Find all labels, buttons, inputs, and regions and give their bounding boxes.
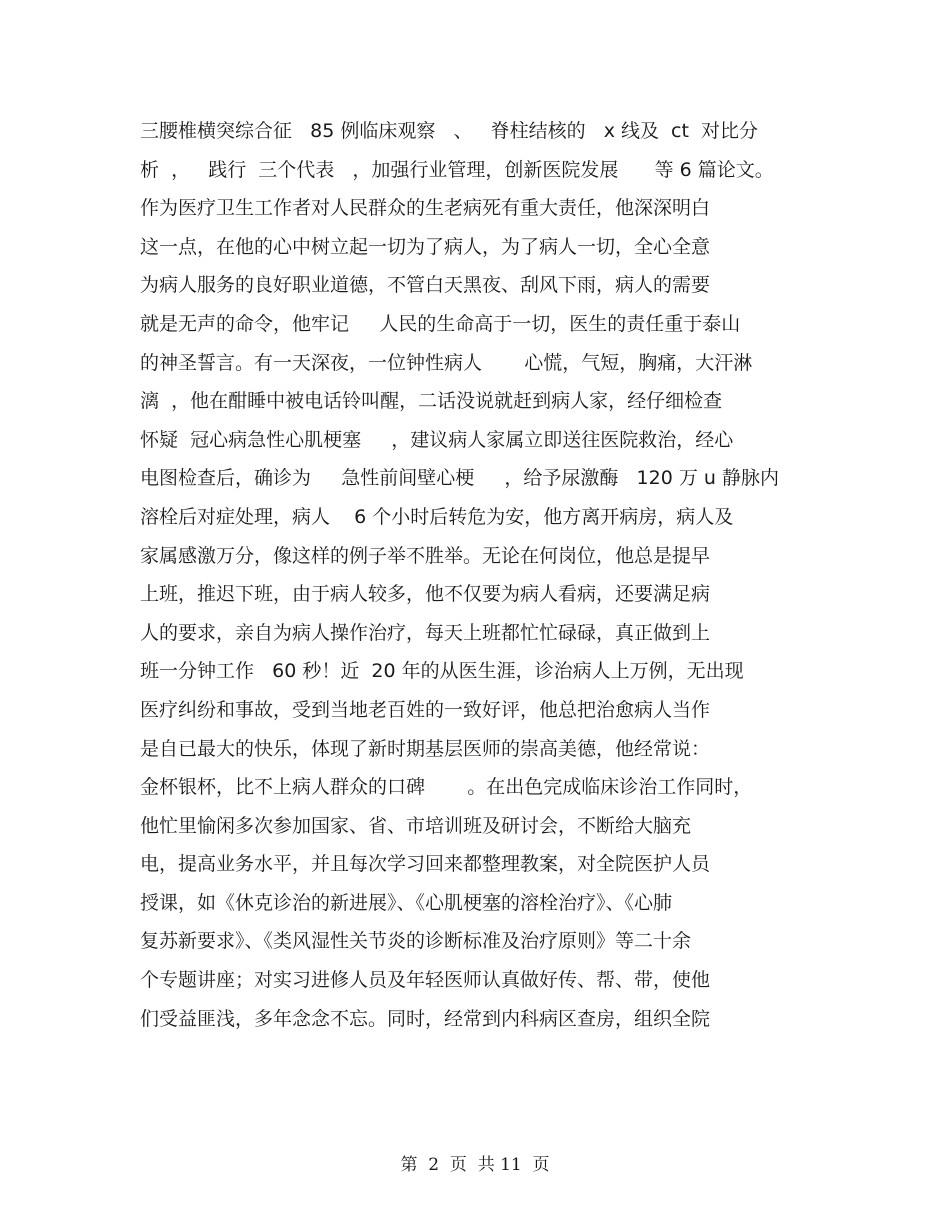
text-line: 这一点，在他的心中树立起一切为了病人，为了病人一切，全心全意 (140, 235, 711, 258)
text-line: 是自已最大的快乐，体现了新时期基层医师的崇高美德，他经常说： (140, 737, 711, 760)
text-line: 家属感激万分，像这样的例子举不胜举。无论在何岗位，他总是提早 (140, 544, 711, 567)
text-line: 漓 ，他在酣睡中被电话铃叫醒，二话没说就赶到病人家，经仔细检查 (140, 390, 723, 413)
text-line: 电图检查后，确诊为 急性前间壁心梗 ，给予尿激酶 120 万 u 静脉内 (140, 467, 779, 490)
text-line: 们受益匪浅，多年念念不忘。同时，经常到内科病区查房，组织全院 (140, 1007, 711, 1030)
page-number-footer: 第 2 页 共 11 页 (400, 1155, 550, 1175)
text-line: 析 ， 践行 三个代表 ，加强行业管理，创新医院发展 等 6 篇论文。 (140, 158, 774, 181)
text-line: 三腰椎横突综合征 85 例临床观察 、 脊柱结核的 x 线及 ct 对比分 (140, 120, 759, 142)
text-line: 医疗纠纷和事故，受到当地老百姓的一致好评，他总把治愈病人当作 (140, 698, 711, 721)
text-line: 作为医疗卫生工作者对人民群众的生老病死有重大责任，他深深明白 (140, 197, 711, 220)
text-line: 个专题讲座；对实习进修人员及年轻医师认真做好传、帮、带，使他 (140, 969, 711, 992)
text-line: 电，提高业务水平，并且每次学习回来都整理教案，对全院医护人员 (140, 853, 711, 876)
text-line: 人的要求，亲自为病人操作治疗，每天上班都忙忙碌碌，真正做到上 (140, 621, 711, 644)
text-line: 他忙里愉闲多次参加国家、省、市培训班及研讨会，不断给大脑充 (140, 814, 692, 837)
text-line: 就是无声的命令，他牢记 人民的生命高于一切，医生的责任重于泰山 (140, 312, 741, 335)
text-line: 金杯银杯，比不上病人群众的口碑 。在出色完成临床诊治工作同时， (140, 776, 753, 799)
text-line: 的神圣誓言。有一天深夜，一位钟性病人 心慌，气短，胸痛，大汗淋 (140, 351, 753, 374)
text-line: 溶栓后对症处理，病人 6 个小时后转危为安，他方离开病房，病人及 (140, 505, 734, 528)
text-line: 为病人服务的良好职业道德，不管白天黑夜、刮风下雨，病人的需要 (140, 274, 711, 297)
text-line: 复苏新要求》、《类风湿性关节炎的诊断标准及治疗原则》等二十余 (140, 930, 692, 953)
text-line: 怀疑 冠心病急性心肌梗塞 ，建议病人家属立即送往医院救治，经心 (140, 428, 734, 451)
text-line: 上班，推迟下班，由于病人较多，他不仅要为病人看病，还要满足病 (140, 583, 711, 606)
text-line: 授课，如《休克诊治的新进展》、《心肌梗塞的溶栓治疗》、《心肺 (140, 891, 673, 914)
body-text (140, 112, 800, 1038)
text-line: 班一分钟工作 60 秒！近 20 年的从医生涯，诊治病人上万例，无出现 (140, 660, 744, 683)
